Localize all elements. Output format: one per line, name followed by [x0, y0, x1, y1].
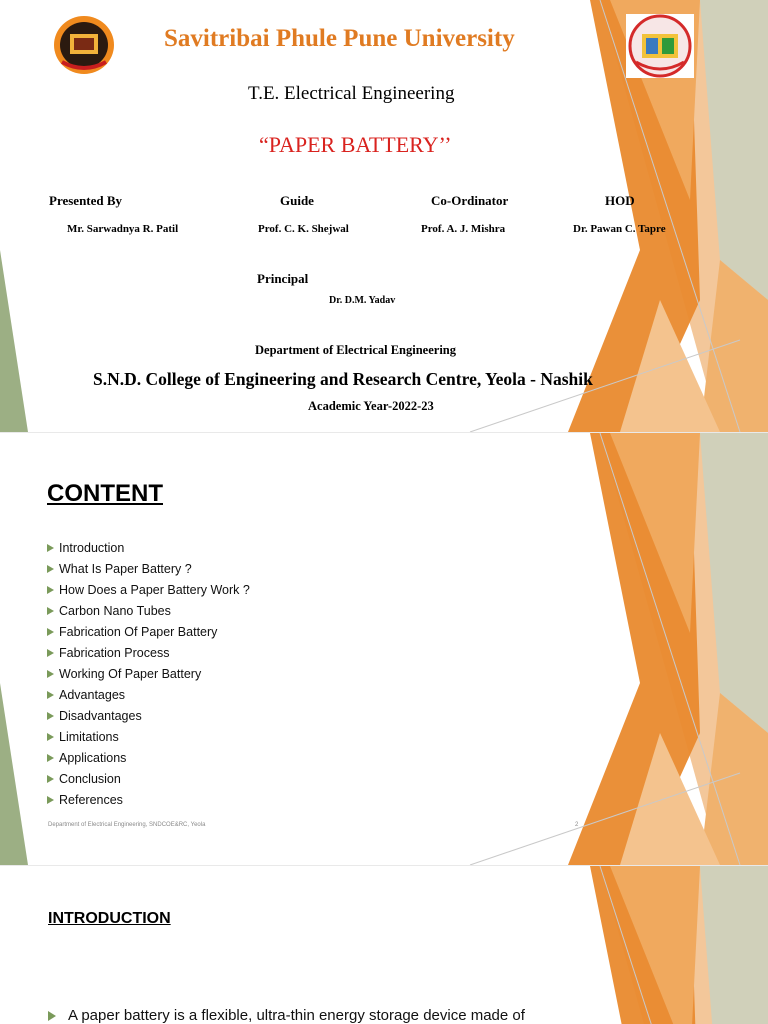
triangle-bullet-icon	[47, 586, 54, 594]
list-item: Limitations	[47, 726, 250, 747]
presentation-title: “PAPER BATTERY’’	[259, 132, 452, 157]
university-seal-icon	[52, 14, 116, 76]
list-item: References	[47, 789, 250, 810]
guide-label: Guide	[280, 193, 314, 208]
page-number: 2	[575, 822, 579, 828]
decorative-background	[0, 866, 768, 1024]
triangle-bullet-icon	[47, 796, 54, 804]
university-name: Savitribai Phule Pune University	[164, 25, 515, 52]
list-item: Carbon Nano Tubes	[47, 600, 250, 621]
list-item: Fabrication Of Paper Battery	[47, 621, 250, 642]
triangle-bullet-icon	[48, 1011, 56, 1021]
list-item: Applications	[47, 747, 250, 768]
triangle-bullet-icon	[47, 712, 54, 720]
presented-by-label: Presented By	[49, 193, 123, 208]
list-item: Introduction	[47, 537, 250, 558]
triangle-bullet-icon	[47, 565, 54, 573]
program-name: T.E. Electrical Engineering	[248, 83, 455, 104]
slide-footer: Department of Electrical Engineering, SNDCOE&RC, Yeola	[48, 822, 206, 828]
introduction-heading: INTRODUCTION	[48, 910, 171, 927]
principal-name: Dr. D.M. Yadav	[329, 295, 396, 306]
list-item: Conclusion	[47, 768, 250, 789]
triangle-bullet-icon	[47, 733, 54, 741]
guide-name: Prof. C. K. Shejwal	[258, 223, 349, 235]
intro-bullet: A paper battery is a flexible, ultra-thin energy storage device made of	[48, 1007, 525, 1024]
title-slide	[0, 0, 768, 432]
triangle-bullet-icon	[47, 544, 54, 552]
list-item: Fabrication Process	[47, 642, 250, 663]
hod-label: HOD	[605, 193, 635, 208]
college-name: S.N.D. College of Engineering and Research Centre, Yeola - Nashik	[93, 369, 593, 389]
college-logo-icon	[626, 14, 694, 78]
coordinator-label: Co-Ordinator	[431, 193, 509, 208]
triangle-bullet-icon	[47, 628, 54, 636]
triangle-bullet-icon	[47, 691, 54, 699]
list-item: How Does a Paper Battery Work ?	[47, 579, 250, 600]
triangle-bullet-icon	[47, 670, 54, 678]
list-item: What Is Paper Battery ?	[47, 558, 250, 579]
principal-label: Principal	[257, 271, 309, 286]
hod-name: Dr. Pawan C. Tapre	[573, 223, 666, 235]
list-item: Disadvantages	[47, 705, 250, 726]
department-name: Department of Electrical Engineering	[255, 343, 456, 357]
triangle-bullet-icon	[47, 754, 54, 762]
triangle-bullet-icon	[47, 607, 54, 615]
academic-year: Academic Year-2022-23	[308, 399, 434, 413]
triangle-bullet-icon	[47, 775, 54, 783]
introduction-slide	[0, 866, 768, 1024]
list-item: Working Of Paper Battery	[47, 663, 250, 684]
table-of-contents	[47, 537, 250, 810]
list-item: Advantages	[47, 684, 250, 705]
coordinator-name: Prof. A. J. Mishra	[421, 223, 506, 235]
student-name: Mr. Sarwadnya R. Patil	[67, 223, 179, 235]
content-heading: CONTENT	[47, 480, 163, 507]
content-slide	[0, 433, 768, 865]
triangle-bullet-icon	[47, 649, 54, 657]
